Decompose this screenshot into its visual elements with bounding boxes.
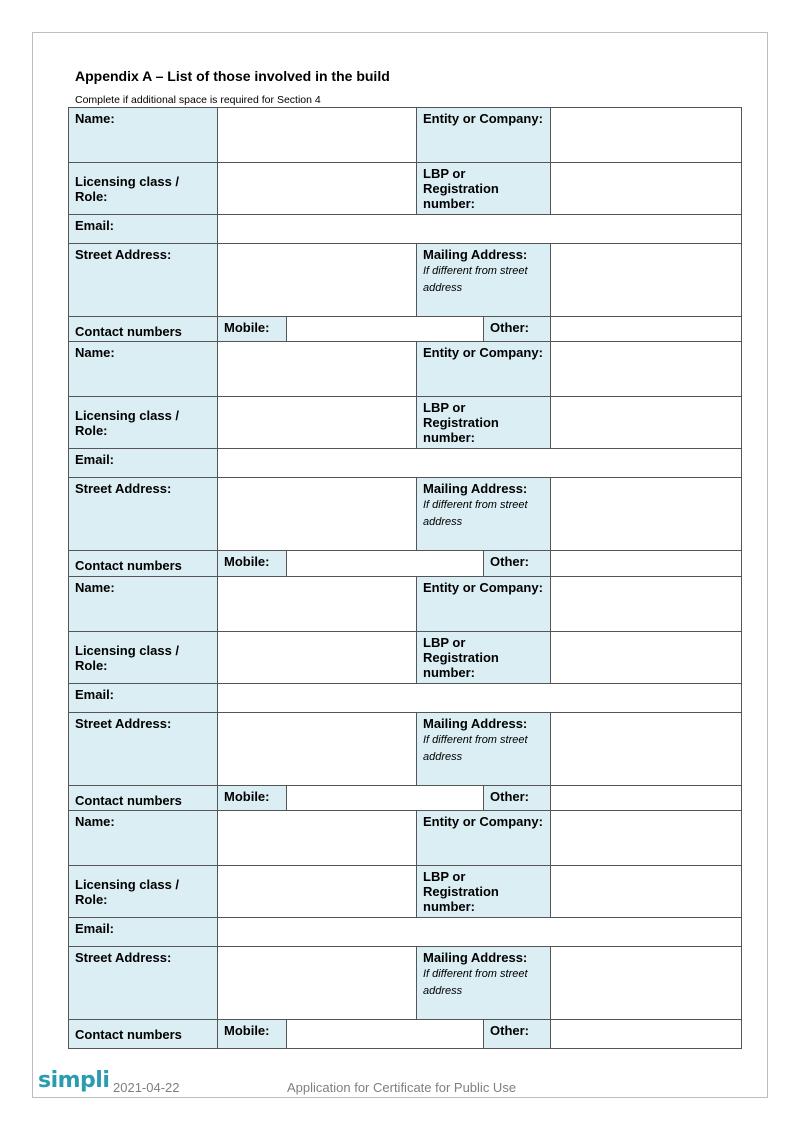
entity-label: Entity or Company: — [417, 577, 551, 632]
footer-title: Application for Certificate for Public Use — [287, 1080, 517, 1095]
licensing-label: Licensing class / Role: — [69, 397, 218, 449]
name-label: Name: — [69, 342, 218, 397]
street-label: Street Address: — [69, 713, 218, 786]
lbp-field[interactable] — [551, 163, 742, 215]
lbp-field[interactable] — [551, 632, 742, 684]
email-field[interactable] — [218, 215, 742, 244]
mobile-field[interactable] — [287, 1020, 484, 1049]
simpli-logo: simpli — [38, 1068, 110, 1093]
lbp-label: LBP or Registration number: — [417, 163, 551, 215]
email-label: Email: — [69, 449, 218, 478]
entity-field[interactable] — [551, 342, 742, 397]
lbp-label: LBP or Registration number: — [417, 632, 551, 684]
person-block-3 — [68, 576, 742, 815]
mailing-label — [417, 713, 551, 786]
licensing-label: Licensing class / Role: — [69, 632, 218, 684]
contact-label: Contact numbers — [69, 1020, 218, 1049]
mobile-label: Mobile: — [218, 786, 287, 815]
name-field[interactable] — [218, 342, 417, 397]
footer-date: 2021-04-22 — [113, 1080, 180, 1095]
name-label: Name: — [69, 577, 218, 632]
mailing-note: If different from street address — [423, 499, 528, 528]
street-label: Street Address: — [69, 244, 218, 317]
mobile-label: Mobile: — [218, 317, 287, 346]
mobile-label: Mobile: — [218, 551, 287, 580]
entity-label: Entity or Company: — [417, 108, 551, 163]
licensing-label: Licensing class / Role: — [69, 866, 218, 918]
mailing-label — [417, 478, 551, 551]
person-block-2 — [68, 341, 742, 580]
mailing-label-text: Mailing Address: — [423, 950, 528, 965]
mailing-note: If different from street address — [423, 968, 528, 997]
street-field[interactable] — [218, 713, 417, 786]
entity-label: Entity or Company: — [417, 342, 551, 397]
mailing-label-text: Mailing Address: — [423, 481, 528, 496]
email-label: Email: — [69, 215, 218, 244]
other-label: Other: — [484, 786, 551, 815]
licensing-field[interactable] — [218, 632, 417, 684]
page-title: Appendix A – List of those involved in the build — [75, 68, 390, 84]
other-label: Other: — [484, 1020, 551, 1049]
mailing-note: If different from street address — [423, 734, 528, 763]
other-label: Other: — [484, 317, 551, 346]
mailing-label — [417, 947, 551, 1020]
licensing-field[interactable] — [218, 397, 417, 449]
mobile-label: Mobile: — [218, 1020, 287, 1049]
page-subtitle: Complete if additional space is required for Section 4 — [75, 94, 321, 106]
person-block-4 — [68, 810, 742, 1049]
other-label: Other: — [484, 551, 551, 580]
mailing-field[interactable] — [551, 244, 742, 317]
email-field[interactable] — [218, 684, 742, 713]
street-field[interactable] — [218, 478, 417, 551]
lbp-label: LBP or Registration number: — [417, 866, 551, 918]
entity-field[interactable] — [551, 811, 742, 866]
name-label: Name: — [69, 108, 218, 163]
name-field[interactable] — [218, 811, 417, 866]
email-label: Email: — [69, 918, 218, 947]
mailing-label-text: Mailing Address: — [423, 247, 528, 262]
name-label: Name: — [69, 811, 218, 866]
email-field[interactable] — [218, 918, 742, 947]
mailing-field[interactable] — [551, 713, 742, 786]
lbp-field[interactable] — [551, 866, 742, 918]
email-field[interactable] — [218, 449, 742, 478]
street-field[interactable] — [218, 244, 417, 317]
name-field[interactable] — [218, 577, 417, 632]
lbp-field[interactable] — [551, 397, 742, 449]
contact-label: Contact numbers — [69, 551, 218, 580]
licensing-label: Licensing class / Role: — [69, 163, 218, 215]
mailing-label-text: Mailing Address: — [423, 716, 528, 731]
other-field[interactable] — [551, 1020, 742, 1049]
lbp-label: LBP or Registration number: — [417, 397, 551, 449]
mailing-label — [417, 244, 551, 317]
street-field[interactable] — [218, 947, 417, 1020]
street-label: Street Address: — [69, 478, 218, 551]
contact-label: Contact numbers — [69, 786, 218, 815]
contact-label: Contact numbers — [69, 317, 218, 346]
mailing-field[interactable] — [551, 947, 742, 1020]
mailing-note: If different from street address — [423, 265, 528, 294]
street-label: Street Address: — [69, 947, 218, 1020]
person-block-1 — [68, 107, 742, 346]
mailing-field[interactable] — [551, 478, 742, 551]
entity-label: Entity or Company: — [417, 811, 551, 866]
entity-field[interactable] — [551, 108, 742, 163]
licensing-field[interactable] — [218, 866, 417, 918]
email-label: Email: — [69, 684, 218, 713]
name-field[interactable] — [218, 108, 417, 163]
entity-field[interactable] — [551, 577, 742, 632]
licensing-field[interactable] — [218, 163, 417, 215]
